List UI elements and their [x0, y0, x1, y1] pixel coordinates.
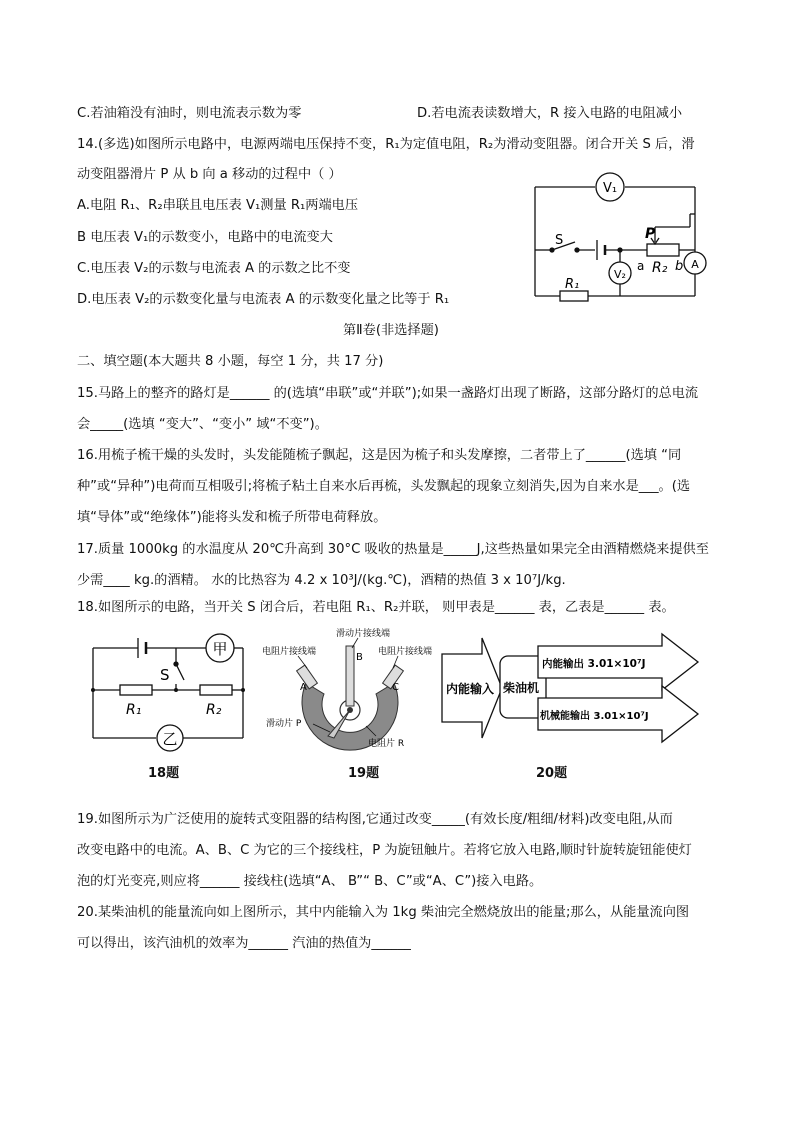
fig18-r1-icon	[120, 685, 152, 695]
fig19-resistor-label: 电阻片 R	[368, 739, 405, 749]
fig19-a-label: A	[300, 682, 307, 693]
fig20-engine-label: 柴油机	[503, 681, 540, 695]
q14-stem-line1: 14.(多选)如图所示电路中，电源两端电压保持不变，R₁为定值电阻，R₂为滑动变阻器。闭合开关 S 后，滑	[77, 137, 695, 152]
q14-option-b: B 电压表 V₁的示数变小，电路中的电流变大	[77, 230, 333, 245]
r2-label: R₂	[652, 260, 668, 276]
fig19-slider-label: 滑动片 P	[266, 719, 302, 729]
ammeter-label: A	[691, 258, 699, 271]
v2-label: V₂	[614, 268, 626, 281]
end-b-label: b	[675, 259, 684, 274]
fig19-left-label: 电阻片接线端	[262, 647, 317, 657]
q20-line2: 可以得出，该汽油机的效率为______ 汽油的热值为______	[77, 936, 411, 951]
fig20-heat-output-label: 内能输出 3.01×10⁷J	[542, 658, 646, 670]
r1-label: R₁	[565, 277, 580, 292]
fig19-right-label: 电阻片接线端	[378, 647, 433, 657]
fig18-circuit	[88, 628, 248, 753]
fig19-caption: 19题	[348, 766, 380, 781]
v1-label: V₁	[602, 181, 618, 196]
slider-p-label: P	[645, 226, 656, 242]
part2-heading: 二、填空题(本大题共 8 小题，每空 1 分，共 17 分)	[77, 354, 384, 369]
fig20-energy-flow	[440, 632, 702, 750]
q13-option-d: D.若电流表读数增大，R 接入电路的电阻减小	[417, 106, 683, 121]
q18-line1: 18.如图所示的电路，当开关 S 闭合后，若电阻 R₁、R₂并联， 则甲表是______ 表，乙表是______ 表。	[77, 600, 675, 615]
fig18-r1-label: R₁	[126, 702, 142, 718]
q14-option-a: A.电阻 R₁、R₂串联且电压表 V₁测量 R₁两端电压	[77, 198, 359, 213]
fig19-c-label: C	[392, 682, 399, 693]
fig19-b-label: B	[356, 652, 363, 663]
fig18-switch-icon	[176, 664, 184, 680]
r1-resistor-icon	[560, 291, 588, 301]
q16-line1: 16.用梳子梳干燥的头发时，头发能随梳子飘起，这是因为梳子和头发摩擦，二者带上了______(选填 “同	[77, 448, 682, 463]
q15-line2: 会_____(选填 “变大”、“变小” 域“不变”)。	[77, 417, 328, 432]
q20-line1: 20.某柴油机的能量流向如上图所示，其中内能输入为 1kg 柴油完全燃烧放出的能量;那么，从能量流向图	[77, 905, 690, 920]
q16-line2: 种”或“异种”)电荷而互相吸引;将梳子粘土自来水后再梳，头发飘起的现象立刻消失,因为自来水是___。(选	[77, 479, 691, 494]
q19-line1: 19.如图所示为广泛使用的旋转式变阻器的结构图,它通过改变_____(有效长度/粗细/材料)改变电阻,从而	[77, 812, 673, 827]
fig19-rotary-rheostat	[258, 628, 448, 756]
q19-line2: 改变电路中的电流。A、B、C 为它的三个接线柱，P 为旋钮触片。若将它放入电路,顺时针旋转旋钮能使灯	[77, 843, 692, 858]
q14-option-c: C.电压表 V₂的示数与电流表 A 的示数之比不变	[77, 261, 351, 276]
fig20-mechanical-output-label: 机械能输出 3.01×10⁷J	[540, 711, 649, 722]
q17-line1: 17.质量 1000kg 的水温度从 20℃升高到 30°C 吸收的热量是_____J,这些热量如果完全由酒精燃烧来提供至	[77, 542, 709, 557]
fig18-r2-label: R₂	[206, 702, 222, 718]
q19-line3: 泡的灯光变亮,则应将______ 接线柱(选填“A、 B”“ B、C”或“A、C”)接入电路。	[77, 874, 543, 889]
switch-label: S	[555, 233, 564, 248]
r2-rheostat-icon	[647, 244, 679, 256]
q15-line1: 15.马路上的整齐的路灯是______ 的(选填“串联”或“并联”);如果一盏路灯出现了断路，这部分路灯的总电流	[77, 386, 699, 401]
fig18-r2-icon	[200, 685, 232, 695]
fig20-input-label: 内能输入	[446, 682, 495, 696]
q13-option-c: C.若油箱没有油时，则电流表示数为零	[77, 106, 302, 121]
q14-stem-line2: 动变阻器滑片 P 从 b 向 a 移动的过程中（ ）	[77, 167, 342, 182]
fig18-caption: 18题	[148, 766, 180, 781]
q14-option-d: D.电压表 V₂的示数变化量与电流表 A 的示数变化量之比等于 R₁	[77, 292, 450, 307]
fig18-switch-label: S	[160, 666, 170, 684]
volume-title: 第Ⅱ卷(非选择题)	[343, 323, 439, 338]
fig19-top-label: 滑动片接线端	[336, 629, 391, 639]
q17-line2: 少需____ kg.的酒精。 水的比热容为 4.2 x 10³J/(kg.℃)，酒精的热值 3 x 10⁷J/kg.	[77, 573, 566, 588]
terminal-b-icon	[346, 646, 354, 706]
meter-yi-label: 乙	[162, 730, 178, 748]
meter-jia-label: 甲	[212, 640, 228, 658]
q16-line3: 填“导体”或“绝缘体”)能将头发和梳子所带电荷释放。	[77, 510, 387, 525]
end-a-label: a	[637, 259, 645, 273]
fig20-caption: 20题	[536, 766, 568, 781]
q14-circuit-figure	[525, 172, 715, 306]
